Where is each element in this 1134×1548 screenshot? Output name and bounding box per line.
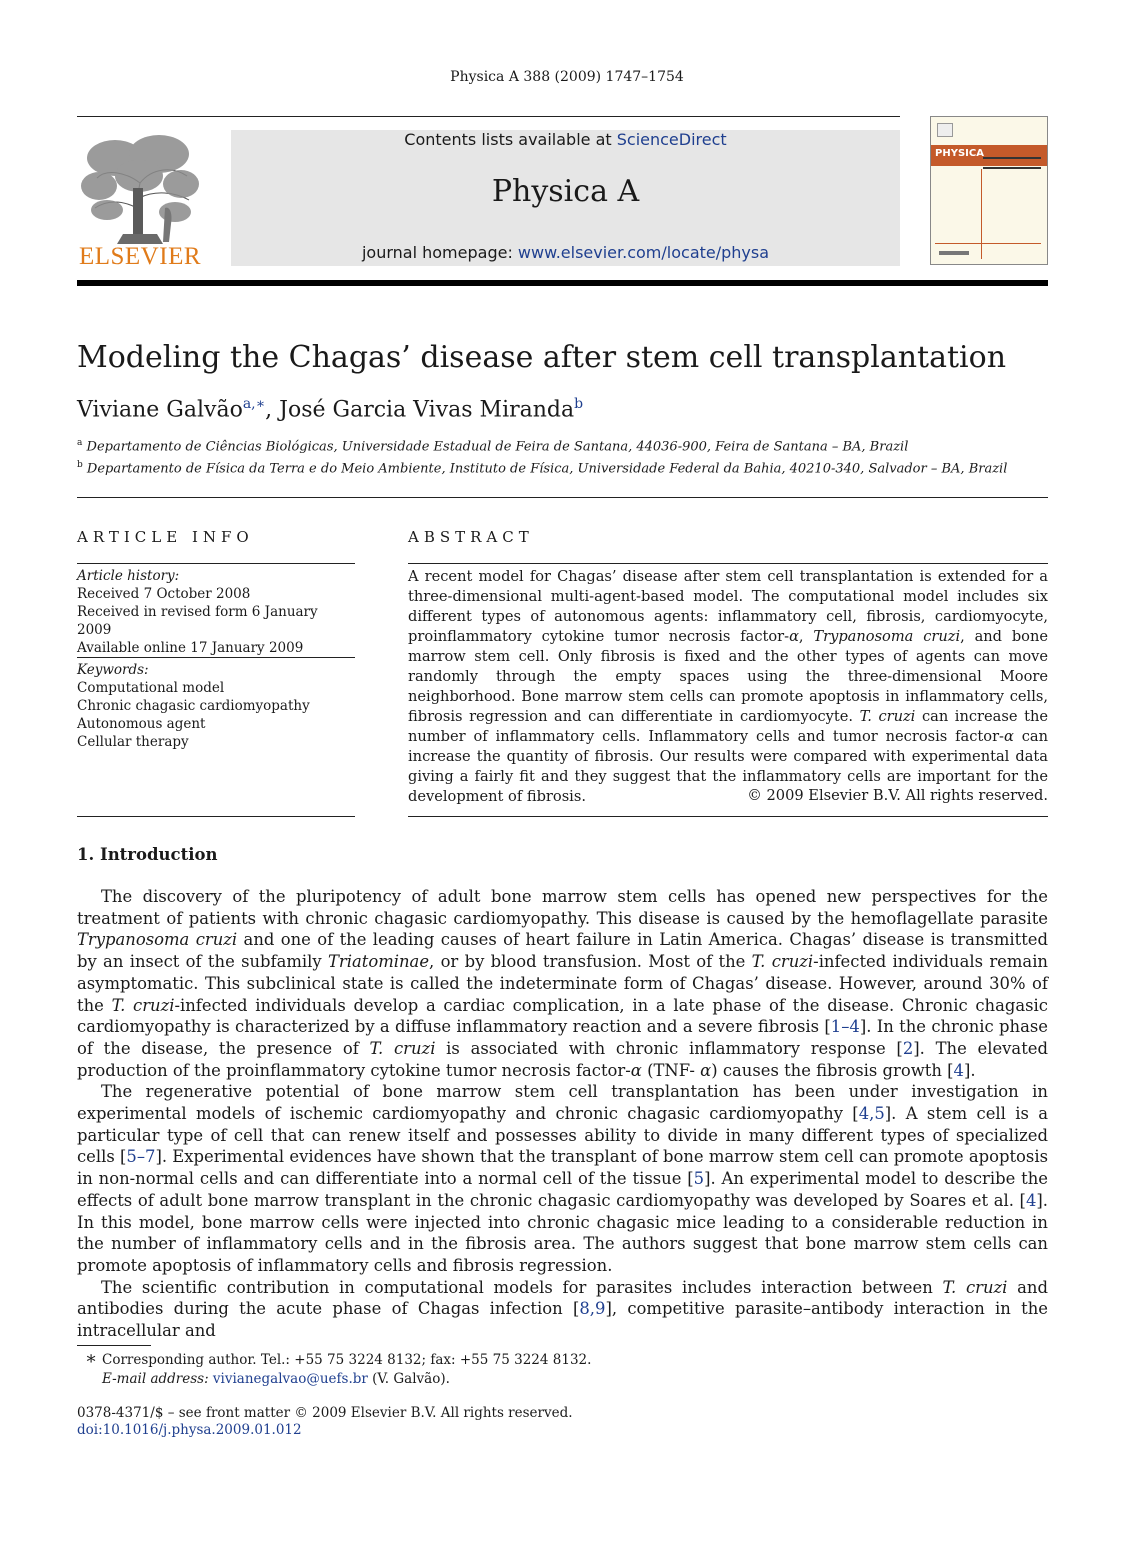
citation-link[interactable]: 4,5 [858,1104,885,1124]
alpha-symbol: α [630,1060,642,1080]
author-separator: , [265,397,280,423]
text-run: , or by blood transfusion. Most of the [429,952,752,972]
paragraph [77,886,1048,1081]
email-link[interactable]: vivianegalvao@uefs.br [212,1371,368,1387]
email-suffix: (V. Galvão). [367,1371,450,1387]
article-info-heading: ARTICLE INFO [77,528,254,546]
footnote-email-line [102,1370,591,1389]
history-item: Available online 17 January 2009 [77,640,304,656]
keyword-item: Autonomous agent [77,716,206,732]
abstract-sentence: can increase the quantity of fibrosis. Our results were compared with experimental data giving a fairly fit and they suggest that the inflammatory cells are important for the development of fibrosis. [408,728,1048,805]
citation-link[interactable]: 4 [1025,1190,1037,1210]
citation-link[interactable]: 8,9 [579,1299,606,1319]
text-run: and one of the leading causes of heart failure in Latin America. Chagas’ disease is transmitted by an insect of the subfamily [77,930,1048,972]
author-name: Viviane Galvão [77,397,243,423]
email-label: E-mail address: [102,1371,209,1387]
introduction-body [77,886,1048,1342]
keyword-item: Cellular therapy [77,734,189,750]
keywords-label: Keywords: [77,662,149,678]
abstract-sentence: , [798,628,814,645]
cover-vertical-rule [981,169,982,259]
contents-prefix: Contents lists available at [404,130,617,149]
contents-line [231,130,900,149]
text-run: ]. [963,1060,976,1080]
homepage-line [231,243,900,262]
article-info-rule [77,657,355,658]
text-run: is associated with chronic inflammatory response [ [435,1038,903,1058]
journal-homepage-link[interactable]: www.elsevier.com/locate/physa [517,243,770,262]
cover-title: PHYSICA [935,148,984,159]
author-affiliation-marker[interactable]: a,∗ [242,396,266,412]
keyword-item: Chronic chagasic cardiomyopathy [77,698,310,714]
doi-link[interactable]: doi:10.1016/j.physa.2009.01.012 [77,1422,302,1438]
alpha-symbol: α [700,1060,712,1080]
species-name: T. cruzi [751,952,814,972]
text-run: The scientific contribution in computational models for parasites includes interaction between [101,1277,943,1297]
species-name: Trypanosoma cruzi [77,930,238,950]
abstract-rule [408,563,1048,564]
history-item: Received in revised form 6 January 2009 [77,604,318,638]
abstract-sentence: , and bone marrow stem cell. Only fibrosis is fixed and the other types of agents can move randomly through the empty spaces using the three-dimensional Moore neighborhood. Bone marrow stem cells can promote apoptosis in inflammatory cells, fibrosis regression and can differentiate in cardiomyocyte. [408,628,1049,725]
affiliation-text: Departamento de Ciências Biológicas, Universidade Estadual de Feira de Santana, 44036-900, Feira de Santana – BA, Brazil [86,439,909,455]
paragraph [77,1081,1048,1276]
abstract-copyright: © 2009 Elsevier B.V. All rights reserved. [747,787,1048,804]
species-name: T. cruzi [942,1277,1008,1297]
affiliation-marker: b [77,460,83,470]
text-run: ]. In the chronic phase of the disease, the presence of [77,1017,1048,1058]
affiliation-marker: a [77,438,83,448]
history-label: Article history: [77,568,180,584]
sciencedirect-link[interactable]: ScienceDirect [616,130,727,149]
footnote-marker: ∗ [85,1348,98,1369]
author-name: José Garcia Vivas Miranda [279,397,575,423]
header-top-rule [77,116,900,117]
footnote-text [102,1351,591,1389]
species-name: T. cruzi [111,995,175,1015]
text-run: The regenerative potential of bone marrow stem cell transplantation has been under investigation in experimental models of ischemic cardiomyopathy and chronic chagasic cardiomyopathy [ [77,1082,1048,1124]
running-head: Physica A 388 (2009) 1747–1754 [450,69,684,85]
taxon-name: Triatominae [327,952,430,972]
abstract-rule [408,816,1048,817]
affiliation-a [77,438,908,454]
header-thick-rule [77,280,1048,286]
text-run: -infected individuals remain asymptomatic. This subclinical state is called the indeterminate form of Chagas’ disease. However, around 30% of the [77,952,1048,1015]
abstract-sentence: A recent model for Chagas’ disease after stem cell transplantation is extended for a three-dimensional multi-agent-based model. The computational model includes six different types of autonomous agents: inflammatory cell, fibrosis, cardiomyocyte, proinflammatory cytokine tumor necrosis factor- [408,568,1048,645]
text-run: ]. Experimental evidences have shown that the transplant of bone marrow stem cell can promote apoptosis in non-normal cells and can differentiate into a normal cell of the tissue [ [77,1147,1048,1189]
abstract-heading: ABSTRACT [408,528,534,546]
homepage-prefix: journal homepage: [361,243,518,262]
section-rule [77,497,1048,498]
paragraph [77,1277,1048,1342]
alpha-symbol: α [789,628,799,645]
keywords [77,661,355,751]
citation-link[interactable]: 1–4 [830,1017,860,1037]
authors-line [77,396,583,422]
text-run: ]. An experimental model to describe the effects of adult bone marrow transplant in the chronic chagasic cardiomyopathy was developed by Soares et al. [ [77,1169,1048,1210]
citation-link[interactable]: 4 [953,1060,964,1080]
abstract-text [408,567,1048,807]
journal-name: Physica A [491,174,640,209]
species-name: T. cruzi [369,1038,436,1058]
elsevier-wordmark: ELSEVIER [78,243,202,270]
species-name: Trypanosoma cruzi [813,628,961,645]
article-info-rule [77,563,355,564]
cover-subtitle-lines [983,157,1041,169]
abstract-sentence: can increase the number of inflammatory cells. Inflammatory cells and tumor necrosis factor- [408,708,1048,745]
text-run: and antibodies during the acute phase of Chagas infection [ [77,1277,1048,1319]
article-title: Modeling the Chagas’ disease after stem cell transplantation [77,340,1007,375]
footnote-contact: Corresponding author. Tel.: +55 75 3224 8132; fax: +55 75 3224 8132. [102,1352,592,1368]
affiliation-text: Departamento de Física da Terra e do Meio Ambiente, Instituto de Física, Universidade Federal da Bahia, 40210-340, Salvador – BA, Brazil [86,461,1008,477]
journal-cover-thumbnail [930,116,1048,265]
species-name: T. cruzi [859,708,916,725]
history-item: Received 7 October 2008 [77,586,251,602]
cover-footer-rule [935,243,1041,244]
citation-link[interactable]: 5 [693,1169,705,1189]
alpha-symbol: α [1003,728,1014,745]
text-run: (TNF- [641,1060,701,1080]
footnote-rule [77,1345,151,1346]
keyword-item: Computational model [77,680,225,696]
text-run: ]. In this model, bone marrow cells were injected into chronic chagasic mice leading to a considerable reduction in the number of inflammatory cells and in the fibrosis area. The authors suggest that bone marrow stem cells can promote apoptosis of inflammatory cells and fibrosis regression. [77,1190,1048,1275]
text-run: The discovery of the pluripotency of adult bone marrow stem cells has opened new perspectives for the treatment of patients with chronic chagasic cardiomyopathy. This disease is caused by the hemoflagellate parasite [77,887,1048,928]
section-heading-introduction: 1. Introduction [77,845,218,864]
text-run: ]. The elevated production of the proinflammatory cytokine tumor necrosis factor- [77,1038,1048,1080]
text-run: ], competitive parasite–antibody interaction in the intracellular and [77,1299,1048,1341]
issn-line: 0378-4371/$ – see front matter © 2009 Elsevier B.V. All rights reserved. [77,1405,573,1421]
article-history [77,567,355,657]
cover-emblem [937,123,953,137]
affiliation-b [77,460,1007,476]
front-matter [77,1405,573,1439]
author-affiliation-marker[interactable]: b [574,396,584,412]
cover-footer-logo [939,251,969,255]
text-run: -infected individuals develop a cardiac complication, in a late phase of the disease. Chronic chagasic cardiomyopathy is characterized by a diffuse inflammatory reaction and a severe fibrosis [ [77,995,1048,1037]
article-info-rule [77,816,355,817]
citation-link[interactable]: 2 [902,1038,914,1058]
text-run: ]. A stem cell is a particular type of cell that can renew itself and possesses ability to divide in many different types of specialized cells [ [77,1104,1049,1167]
citation-link[interactable]: 5–7 [126,1147,156,1167]
text-run: ) causes the fibrosis growth [ [711,1060,954,1080]
